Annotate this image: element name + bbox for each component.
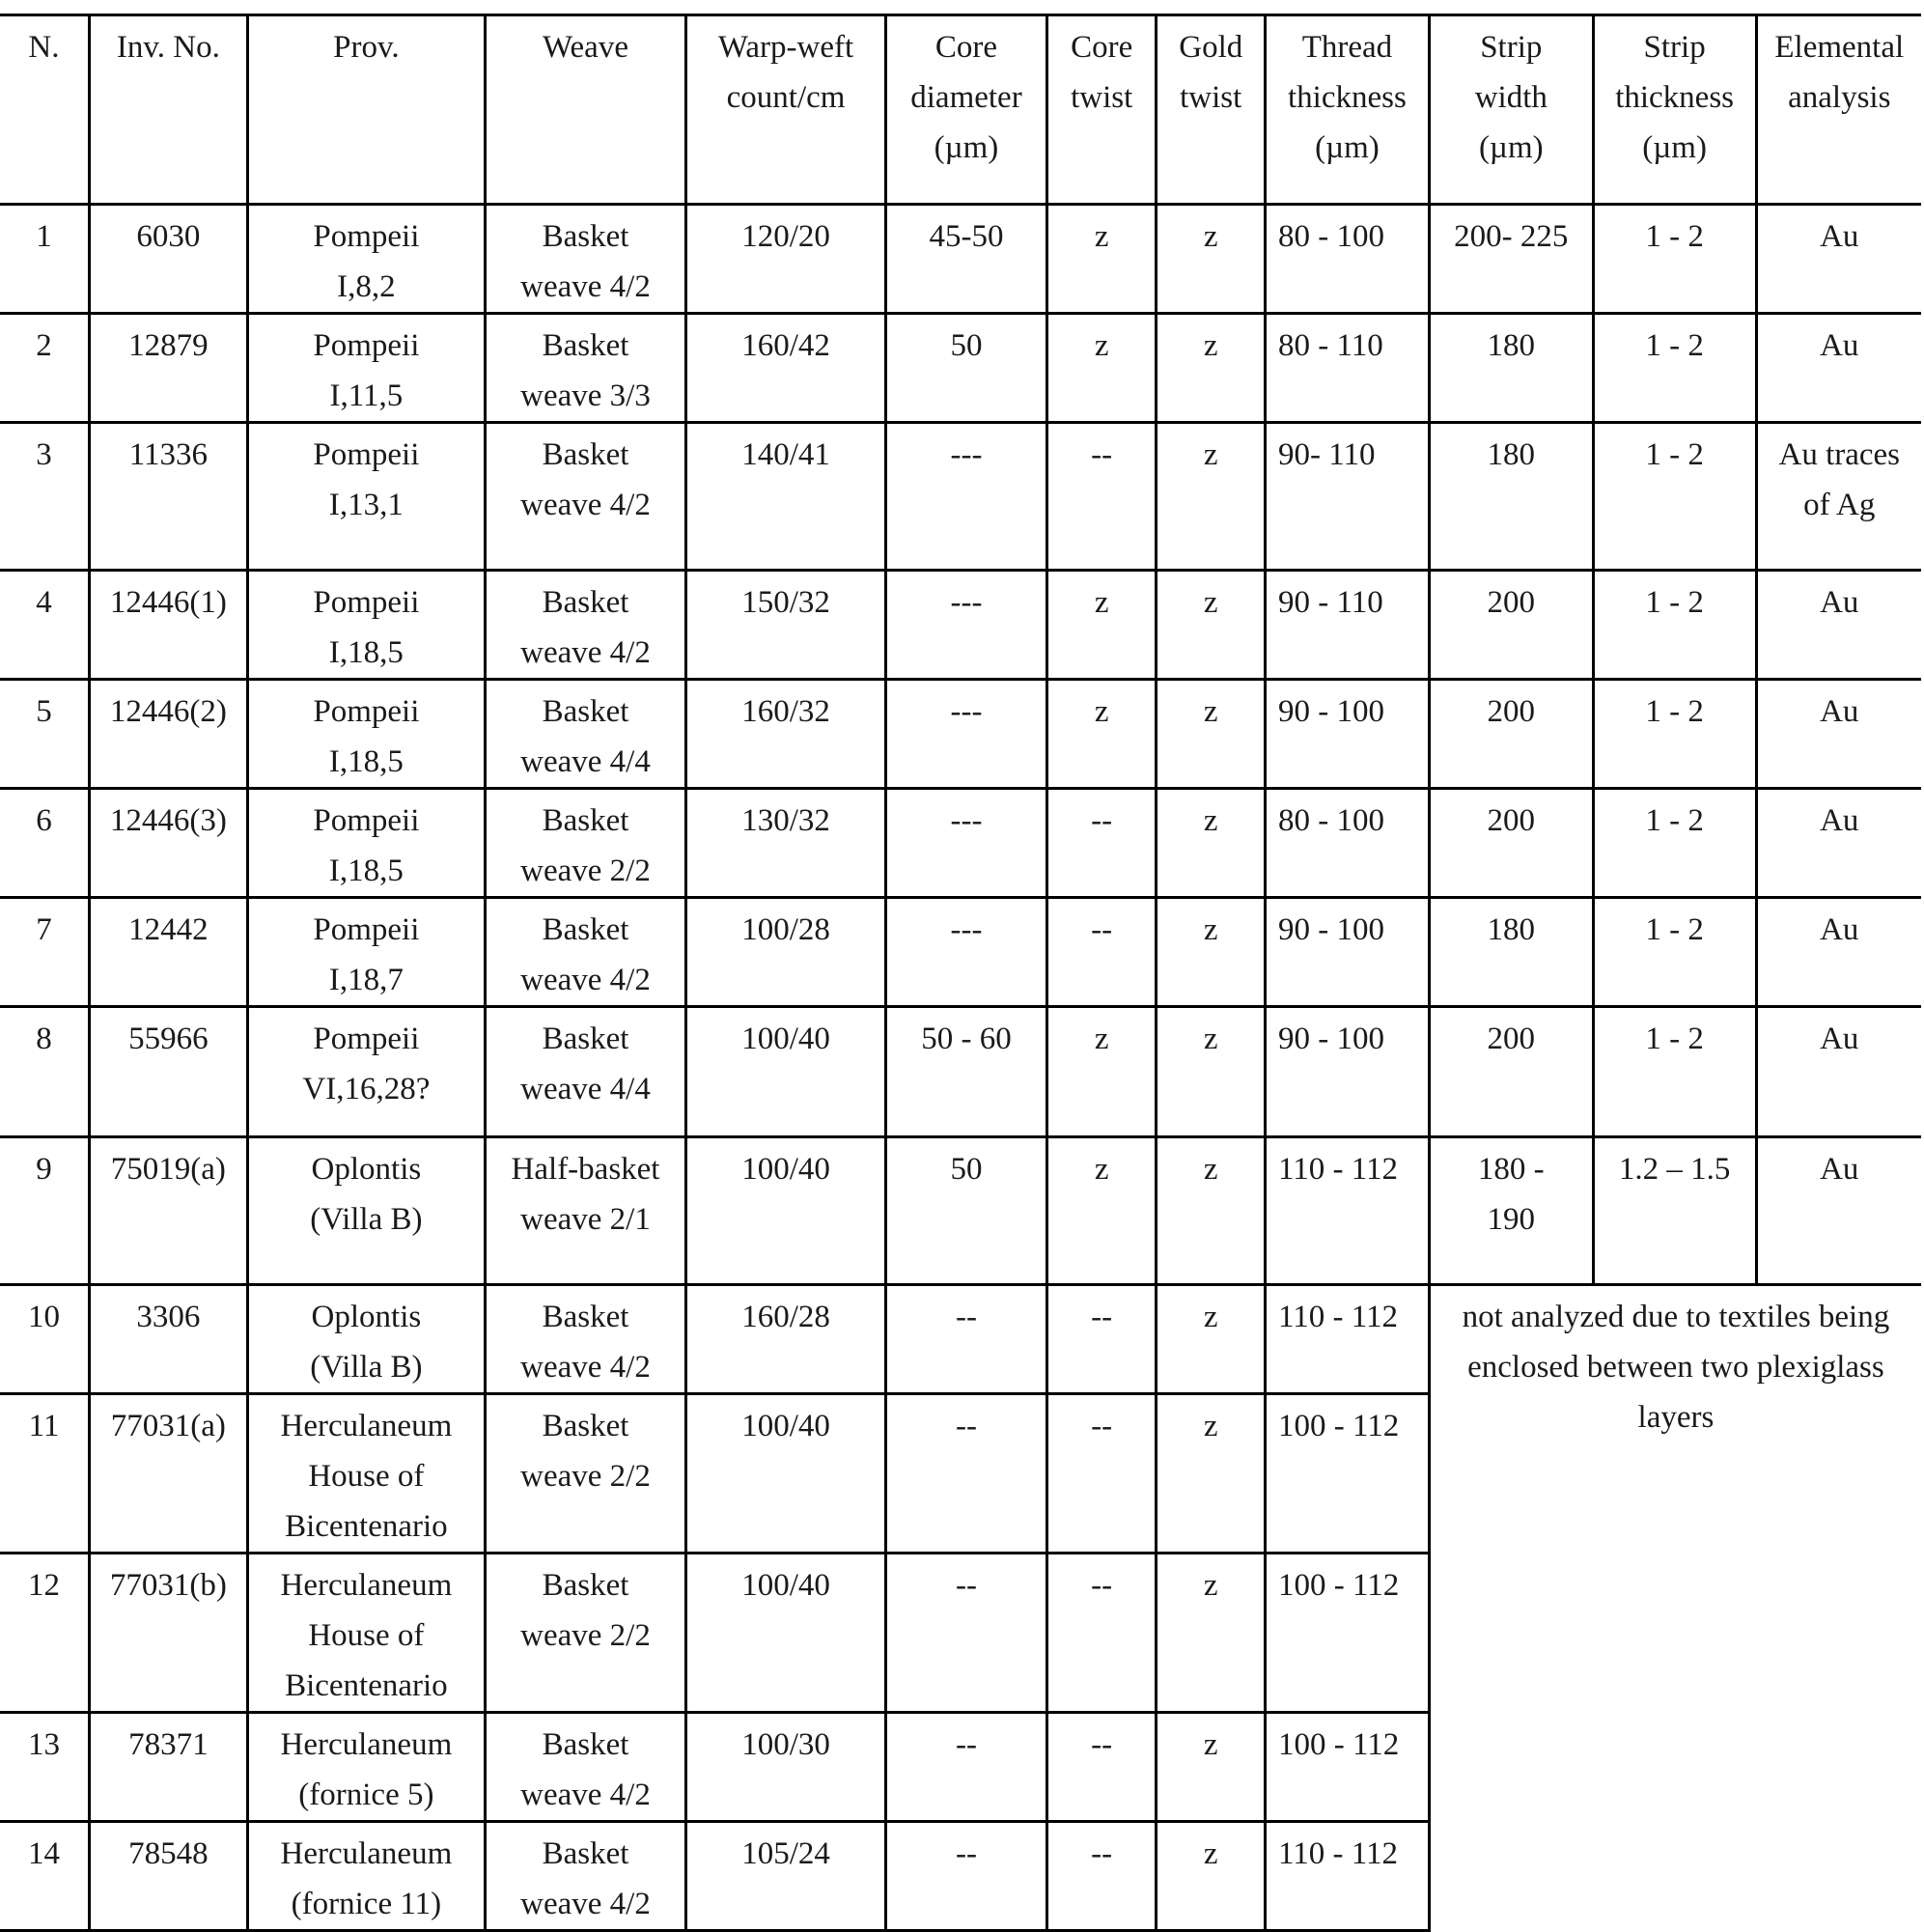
cell-core-twist: -- — [1046, 1554, 1157, 1713]
not-analyzed-note: not analyzed due to textiles being enclosed between two plexiglass layers — [1429, 1285, 1921, 1931]
cell-thread-thickness: 80 - 110 — [1266, 314, 1430, 423]
cell-prov: Herculaneum House of Bicentenario — [247, 1554, 485, 1713]
cell-strip-thickness: 1 - 2 — [1593, 205, 1756, 314]
cell-prov: Pompeii I,18,5 — [247, 789, 485, 898]
cell-prov: Pompeii I,13,1 — [247, 423, 485, 571]
cell-n: 2 — [0, 314, 89, 423]
cell-warp-weft: 150/32 — [686, 571, 886, 680]
cell-gold-twist: z — [1157, 314, 1266, 423]
cell-thread-thickness: 80 - 100 — [1266, 789, 1430, 898]
cell-prov: Herculaneum House of Bicentenario — [247, 1394, 485, 1554]
cell-inv-no: 77031(a) — [89, 1394, 247, 1554]
cell-core-twist: z — [1046, 1007, 1157, 1137]
cell-strip-thickness: 1 - 2 — [1593, 314, 1756, 423]
cell-core-diameter: --- — [886, 571, 1047, 680]
cell-gold-twist: z — [1157, 1007, 1266, 1137]
cell-inv-no: 12442 — [89, 898, 247, 1007]
cell-core-diameter: 45-50 — [886, 205, 1047, 314]
cell-elemental-analysis: Au — [1756, 789, 1921, 898]
cell-core-diameter: --- — [886, 423, 1047, 571]
cell-core-diameter: -- — [886, 1554, 1047, 1713]
cell-prov: Herculaneum (fornice 5) — [247, 1713, 485, 1822]
cell-n: 4 — [0, 571, 89, 680]
cell-elemental-analysis: Au — [1756, 898, 1921, 1007]
cell-weave: Basket weave 2/2 — [486, 789, 686, 898]
cell-prov: Pompeii I,18,5 — [247, 571, 485, 680]
header-strip-width: Strip width (µm) — [1429, 15, 1593, 205]
header-core-diameter: Core diameter (µm) — [886, 15, 1047, 205]
cell-weave: Basket weave 4/4 — [486, 1007, 686, 1137]
cell-core-twist: z — [1046, 571, 1157, 680]
cell-weave: Basket weave 4/2 — [486, 205, 686, 314]
cell-thread-thickness: 110 - 112 — [1266, 1285, 1430, 1394]
cell-warp-weft: 100/40 — [686, 1394, 886, 1554]
cell-warp-weft: 100/30 — [686, 1713, 886, 1822]
cell-strip-thickness: 1 - 2 — [1593, 571, 1756, 680]
cell-inv-no: 11336 — [89, 423, 247, 571]
cell-strip-thickness: 1.2 – 1.5 — [1593, 1137, 1756, 1285]
cell-core-twist: -- — [1046, 423, 1157, 571]
header-elemental-analysis: Elemental analysis — [1756, 15, 1921, 205]
cell-core-twist: -- — [1046, 898, 1157, 1007]
cell-warp-weft: 100/40 — [686, 1554, 886, 1713]
cell-n: 6 — [0, 789, 89, 898]
cell-elemental-analysis: Au — [1756, 1137, 1921, 1285]
header-thread-thickness: Thread thickness (µm) — [1266, 15, 1430, 205]
table-row — [0, 314, 1921, 423]
table-row — [0, 1007, 1921, 1137]
cell-gold-twist: z — [1157, 1713, 1266, 1822]
cell-gold-twist: z — [1157, 898, 1266, 1007]
cell-weave: Basket weave 4/2 — [486, 423, 686, 571]
cell-thread-thickness: 110 - 112 — [1266, 1137, 1430, 1285]
cell-gold-twist: z — [1157, 571, 1266, 680]
cell-elemental-analysis: Au — [1756, 314, 1921, 423]
cell-prov: Oplontis (Villa B) — [247, 1285, 485, 1394]
cell-inv-no: 75019(a) — [89, 1137, 247, 1285]
cell-inv-no: 12446(3) — [89, 789, 247, 898]
cell-elemental-analysis: Au — [1756, 680, 1921, 789]
cell-core-twist: -- — [1046, 1822, 1157, 1931]
cell-weave: Basket weave 3/3 — [486, 314, 686, 423]
cell-thread-thickness: 100 - 112 — [1266, 1713, 1430, 1822]
cell-core-diameter: 50 — [886, 1137, 1047, 1285]
cell-strip-width: 180 — [1429, 314, 1593, 423]
cell-thread-thickness: 100 - 112 — [1266, 1394, 1430, 1554]
cell-elemental-analysis: Au traces of Ag — [1756, 423, 1921, 571]
cell-thread-thickness: 90 - 100 — [1266, 898, 1430, 1007]
cell-core-twist: z — [1046, 680, 1157, 789]
cell-core-twist: z — [1046, 314, 1157, 423]
cell-core-diameter: -- — [886, 1285, 1047, 1394]
cell-prov: Herculaneum (fornice 11) — [247, 1822, 485, 1931]
cell-warp-weft: 100/40 — [686, 1007, 886, 1137]
cell-inv-no: 78371 — [89, 1713, 247, 1822]
cell-gold-twist: z — [1157, 789, 1266, 898]
cell-n: 5 — [0, 680, 89, 789]
cell-core-diameter: --- — [886, 680, 1047, 789]
cell-thread-thickness: 90 - 110 — [1266, 571, 1430, 680]
cell-elemental-analysis: Au — [1756, 571, 1921, 680]
cell-core-twist: -- — [1046, 1394, 1157, 1554]
cell-strip-thickness: 1 - 2 — [1593, 898, 1756, 1007]
cell-gold-twist: z — [1157, 1285, 1266, 1394]
header-inv-no: Inv. No. — [89, 15, 247, 205]
cell-strip-width: 180 — [1429, 898, 1593, 1007]
cell-thread-thickness: 90 - 100 — [1266, 680, 1430, 789]
cell-strip-thickness: 1 - 2 — [1593, 680, 1756, 789]
header-core-twist: Core twist — [1046, 15, 1157, 205]
cell-core-diameter: 50 — [886, 314, 1047, 423]
cell-prov: Pompeii I,8,2 — [247, 205, 485, 314]
cell-inv-no: 6030 — [89, 205, 247, 314]
cell-weave: Basket weave 4/4 — [486, 680, 686, 789]
cell-thread-thickness: 110 - 112 — [1266, 1822, 1430, 1931]
cell-gold-twist: z — [1157, 1554, 1266, 1713]
cell-weave: Basket weave 4/2 — [486, 1285, 686, 1394]
cell-inv-no: 55966 — [89, 1007, 247, 1137]
table-row — [0, 1285, 1921, 1394]
cell-core-diameter: 50 - 60 — [886, 1007, 1047, 1137]
cell-prov: Pompeii VI,16,28? — [247, 1007, 485, 1137]
cell-weave: Basket weave 4/2 — [486, 571, 686, 680]
table-header — [0, 15, 1921, 205]
cell-elemental-analysis: Au — [1756, 1007, 1921, 1137]
cell-weave: Basket weave 4/2 — [486, 1822, 686, 1931]
cell-warp-weft: 160/32 — [686, 680, 886, 789]
cell-inv-no: 77031(b) — [89, 1554, 247, 1713]
cell-gold-twist: z — [1157, 1137, 1266, 1285]
table-row — [0, 680, 1921, 789]
cell-strip-width: 200 — [1429, 1007, 1593, 1137]
cell-core-diameter: -- — [886, 1713, 1047, 1822]
cell-n: 13 — [0, 1713, 89, 1822]
header-prov: Prov. — [247, 15, 485, 205]
cell-n: 3 — [0, 423, 89, 571]
cell-thread-thickness: 100 - 112 — [1266, 1554, 1430, 1713]
header-n: N. — [0, 15, 89, 205]
header-row — [0, 15, 1921, 205]
table-row — [0, 1137, 1921, 1285]
table-body — [0, 205, 1921, 1931]
cell-n: 8 — [0, 1007, 89, 1137]
cell-strip-width: 200- 225 — [1429, 205, 1593, 314]
cell-inv-no: 78548 — [89, 1822, 247, 1931]
cell-gold-twist: z — [1157, 1822, 1266, 1931]
cell-core-twist: -- — [1046, 789, 1157, 898]
cell-core-twist: -- — [1046, 1285, 1157, 1394]
cell-gold-twist: z — [1157, 680, 1266, 789]
cell-inv-no: 12446(1) — [89, 571, 247, 680]
cell-inv-no: 3306 — [89, 1285, 247, 1394]
cell-elemental-analysis: Au — [1756, 205, 1921, 314]
cell-strip-width: 200 — [1429, 680, 1593, 789]
cell-core-diameter: --- — [886, 898, 1047, 1007]
cell-strip-width: 180 — [1429, 423, 1593, 571]
textile-data-table — [0, 14, 1921, 1932]
cell-n: 7 — [0, 898, 89, 1007]
table-row — [0, 898, 1921, 1007]
cell-warp-weft: 130/32 — [686, 789, 886, 898]
cell-warp-weft: 120/20 — [686, 205, 886, 314]
cell-warp-weft: 100/40 — [686, 1137, 886, 1285]
cell-weave: Basket weave 2/2 — [486, 1554, 686, 1713]
cell-core-twist: -- — [1046, 1713, 1157, 1822]
cell-n: 14 — [0, 1822, 89, 1931]
table-row — [0, 205, 1921, 314]
table-row — [0, 789, 1921, 898]
cell-prov: Pompeii I,18,7 — [247, 898, 485, 1007]
cell-n: 11 — [0, 1394, 89, 1554]
cell-strip-width: 180 - 190 — [1429, 1137, 1593, 1285]
cell-core-diameter: --- — [886, 789, 1047, 898]
cell-inv-no: 12879 — [89, 314, 247, 423]
cell-weave: Basket weave 2/2 — [486, 1394, 686, 1554]
header-warp-weft: Warp-weft count/cm — [686, 15, 886, 205]
cell-n: 1 — [0, 205, 89, 314]
cell-weave: Basket weave 4/2 — [486, 898, 686, 1007]
cell-core-twist: z — [1046, 1137, 1157, 1285]
cell-warp-weft: 160/28 — [686, 1285, 886, 1394]
cell-strip-width: 200 — [1429, 571, 1593, 680]
cell-gold-twist: z — [1157, 205, 1266, 314]
cell-core-diameter: -- — [886, 1822, 1047, 1931]
cell-inv-no: 12446(2) — [89, 680, 247, 789]
cell-weave: Basket weave 4/2 — [486, 1713, 686, 1822]
cell-strip-thickness: 1 - 2 — [1593, 423, 1756, 571]
cell-core-twist: z — [1046, 205, 1157, 314]
cell-thread-thickness: 80 - 100 — [1266, 205, 1430, 314]
cell-prov: Pompeii I,18,5 — [247, 680, 485, 789]
cell-gold-twist: z — [1157, 1394, 1266, 1554]
cell-n: 10 — [0, 1285, 89, 1394]
cell-thread-thickness: 90- 110 — [1266, 423, 1430, 571]
cell-warp-weft: 140/41 — [686, 423, 886, 571]
cell-thread-thickness: 90 - 100 — [1266, 1007, 1430, 1137]
table-row — [0, 571, 1921, 680]
cell-core-diameter: -- — [886, 1394, 1047, 1554]
cell-strip-thickness: 1 - 2 — [1593, 789, 1756, 898]
header-gold-twist: Gold twist — [1157, 15, 1266, 205]
cell-strip-thickness: 1 - 2 — [1593, 1007, 1756, 1137]
header-weave: Weave — [486, 15, 686, 205]
cell-gold-twist: z — [1157, 423, 1266, 571]
cell-prov: Oplontis (Villa B) — [247, 1137, 485, 1285]
cell-prov: Pompeii I,11,5 — [247, 314, 485, 423]
table-row — [0, 423, 1921, 571]
cell-n: 9 — [0, 1137, 89, 1285]
header-strip-thickness: Strip thickness (µm) — [1593, 15, 1756, 205]
cell-strip-width: 200 — [1429, 789, 1593, 898]
cell-n: 12 — [0, 1554, 89, 1713]
cell-weave: Half-basket weave 2/1 — [486, 1137, 686, 1285]
cell-warp-weft: 160/42 — [686, 314, 886, 423]
cell-warp-weft: 105/24 — [686, 1822, 886, 1931]
cell-warp-weft: 100/28 — [686, 898, 886, 1007]
